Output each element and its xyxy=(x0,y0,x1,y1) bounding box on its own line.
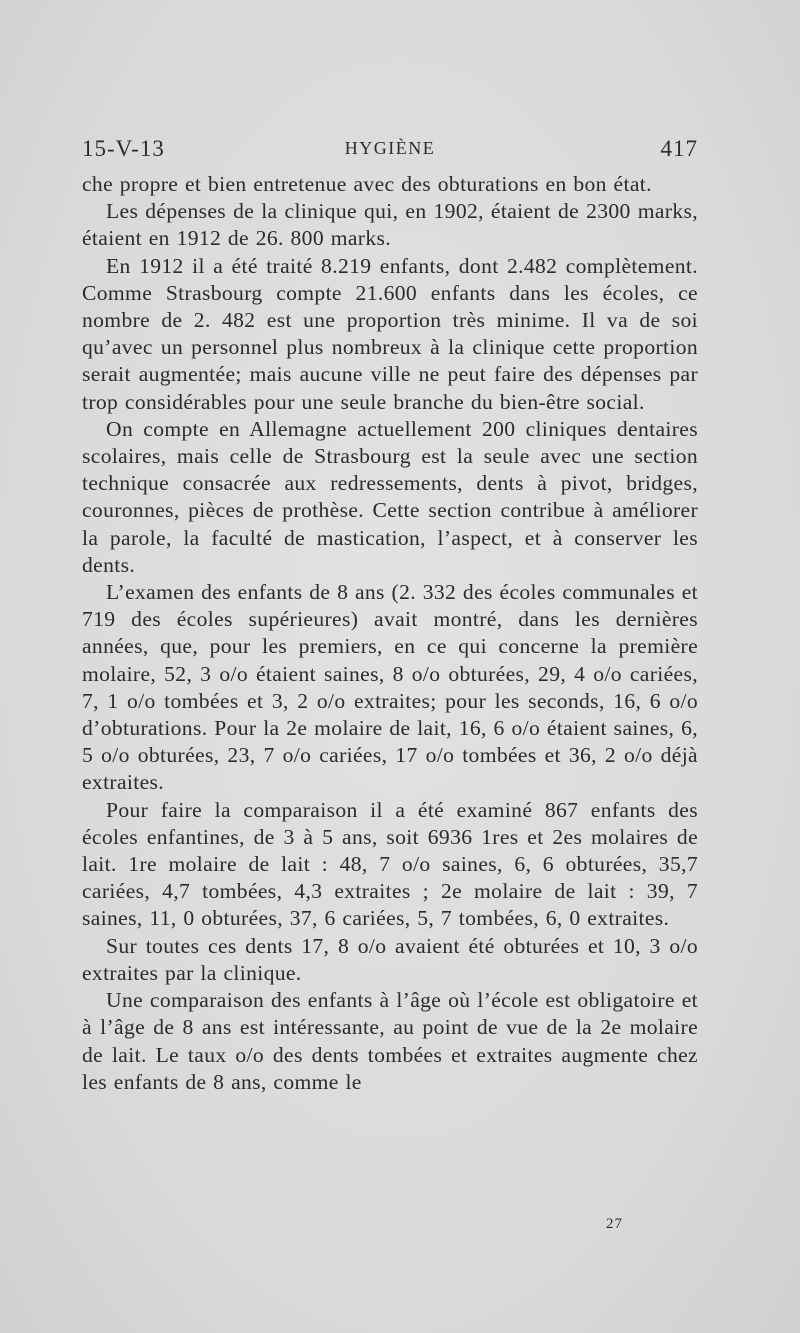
paragraph-5: L’examen des enfants de 8 ans (2. 332 des écoles communales et 719 des écoles supérieures) avait montré, dans les dernières années, que, pour les premiers, en ce qui concerne la première molaire, 52, 3 o/o étaient saines, 8 o/o obturées, 29, 4 o/o cariées, 7, 1 o/o tombées et 3, 2 o/o extraites; pour les seconds, 16, 6 o/o d’obturations. Pour la 2e molaire de lait, 16, 6 o/o étaient saines, 6, 5 o/o obturées, 23, 7 o/o cariées, 17 o/o tombées et 36, 2 o/o déjà extraites. xyxy=(82,580,698,795)
header-date: 15-V-13 xyxy=(82,136,165,161)
signature-mark: 27 xyxy=(606,1216,623,1232)
body-text xyxy=(82,171,698,1096)
paragraph-4: On compte en Allemagne actuellement 200 cliniques dentaires scolaires, mais celle de Strasbourg est la seule avec une section technique consacrée aux redressements, dents à pivot, bridges, couronnes, pièces de prothèse. Cette section contribue à améliorer la parole, la faculté de mastication, l’aspect, et à conserver les dents. xyxy=(82,416,698,577)
paragraph-3: En 1912 il a été traité 8.219 enfants, dont 2.482 complètement. Comme Strasbourg compte 21.600 enfants dans les écoles, ce nombre de 2. 482 est une proportion très minime. Il va de soi qu’avec un personnel plus nombreux à la clinique cette proportion serait augmentée; mais aucune ville ne peut faire des dépenses par trop considérables pour une seule branche du bien-être social. xyxy=(82,253,698,414)
paragraph-8: Une comparaison des enfants à l’âge où l’école est obligatoire et à l’âge de 8 ans est intéressante, au point de vue de la 2e molaire de lait. Le taux o/o des dents tombées et extraites augmente chez les enfants de 8 ans, comme le xyxy=(82,988,698,1094)
paragraph-6: Pour faire la comparaison il a été examiné 867 enfants des écoles enfantines, de 3 à 5 ans, soit 6936 1res et 2es molaires de lait. 1re molaire de lait : 48, 7 o/o saines, 6, 6 obturées, 35,7 cariées, 4,7 tombées, 4,3 extraites ; 2e molaire de lait : 39, 7 saines, 11, 0 obturées, 37, 6 cariées, 5, 7 tombées, 6, 0 extraites. xyxy=(82,797,698,931)
header-title: HYGIÈNE xyxy=(344,138,436,158)
paragraph-2: Les dépenses de la clinique qui, en 1902, étaient de 2300 marks, étaient en 1912 de 26. 800 marks. xyxy=(82,199,698,251)
paragraph-7: Sur toutes ces dents 17, 8 o/o avaient été obturées et 10, 3 o/o extraites par la clinique. xyxy=(82,933,698,985)
paragraph-1: che propre et bien entretenue avec des obturations en bon état. xyxy=(82,172,652,196)
running-header xyxy=(82,134,698,168)
page-number: 417 xyxy=(660,136,698,161)
